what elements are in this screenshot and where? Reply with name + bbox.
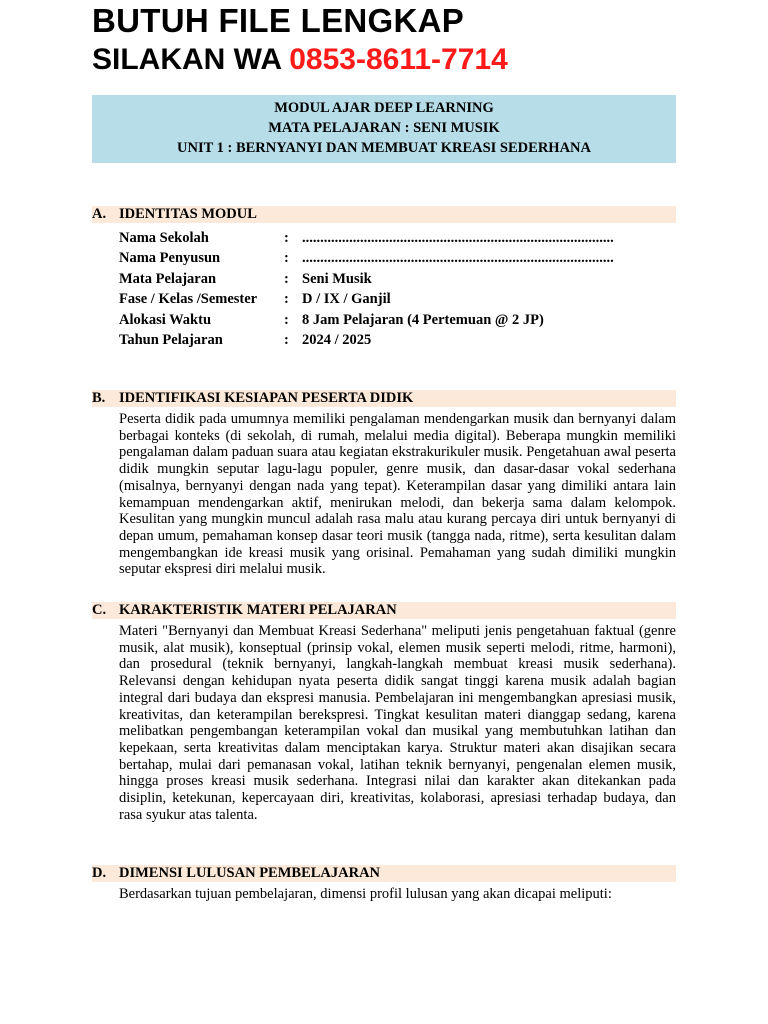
section-d-heading xyxy=(92,865,676,882)
section-b-title: IDENTIFIKASI KESIAPAN PESERTA DIDIK xyxy=(119,390,414,406)
identity-label: Mata Pelajaran xyxy=(119,270,217,287)
identity-value: D / IX / Ganjil xyxy=(302,291,391,308)
identity-colon: : xyxy=(284,250,289,267)
module-title: MODUL AJAR DEEP LEARNING xyxy=(274,100,494,116)
promo-contact xyxy=(92,40,508,80)
identity-value: 8 Jam Pelajaran (4 Pertemuan @ 2 JP) xyxy=(302,311,544,328)
module-title-box xyxy=(92,95,676,163)
section-c-letter: C. xyxy=(92,602,107,618)
identity-label: Nama Sekolah xyxy=(119,230,209,246)
section-c-paragraph: Materi "Bernyanyi dan Membuat Kreasi Sederhana" meliputi jenis pengetahuan faktual (genre musik, alat musik), konseptual (prinsip vokal, elemen musik seperti melodi, ritme, harmoni), dan prosedural (teknik bernyanyi, langkah-langkah membuat kreasi musik sederhana). Relevansi dengan kehidupan nyata peserta didik sangat tinggi karena musik adalah bagian integral dari budaya dan ekspresi manusia. Pembelajaran ini mengembangkan apresiasi musik, kreativitas, dan keterampilan berekspresi. Tingkat kesulitan materi dianggap sedang, karena melibatkan pengembangan keterampilan vokal dan musikal yang membutuhkan latihan dan kepekaan, serta kreativitas dalam menciptakan karya. Struktur materi akan disajikan secara bertahap, mulai dari pemanasan vokal, latihan teknik bernyanyi, pengenalan elemen musik, hingga proses kreasi musik sederhana. Integrasi nilai dan karakter akan ditekankan pada disiplin, ketekunan, kepercayaan diri, kreativitas, kolaborasi, apresiasi terhadap budaya, dan rasa syukur atas talenta. xyxy=(119,623,676,823)
section-d-title: DIMENSI LULUSAN PEMBELAJARAN xyxy=(119,865,381,881)
unit-title: UNIT 1 : BERNYANYI DAN MEMBUAT KREASI SEDERHANA xyxy=(177,140,591,156)
identity-value: ...................................................................................... xyxy=(302,230,614,246)
identity-value: Seni Musik xyxy=(302,270,372,287)
section-c-title: KARAKTERISTIK MATERI PELAJARAN xyxy=(119,602,397,618)
section-b-letter: B. xyxy=(92,390,106,406)
section-a-heading xyxy=(92,206,676,223)
section-b-paragraph: Peserta didik pada umumnya memiliki pengalaman mendengarkan musik dan bernyanyi dalam berbagai konteks (di sekolah, di rumah, melalui media digital). Beberapa mungkin memiliki pengalaman dalam paduan suara atau kegiatan ekstrakurikuler musik. Pengetahuan awal peserta didik mungkin seputar lagu-lagu populer, genre musik, dan dasar-dasar vokal sederhana (misalnya, bernyanyi dengan nada yang tepat). Keterampilan dasar yang dimiliki antara lain kemampuan mendengarkan aktif, menirukan melodi, dan bekerja sama dalam kelompok. Kesulitan yang mungkin muncul adalah rasa malu atau kurang percaya diri untuk bernyanyi di depan umum, pemahaman konsep dasar teori musik (tangga nada, ritme), serta kesulitan dalam mengembangkan ide kreasi musik yang orisinal. Pemahaman yang sudah dimiliki mungkin seputar ekspresi diri melalui musik. xyxy=(119,411,676,578)
section-d-paragraph: Berdasarkan tujuan pembelajaran, dimensi profil lulusan yang akan dicapai meliputi: xyxy=(119,886,612,902)
identity-colon: : xyxy=(284,230,289,246)
section-c-heading xyxy=(92,602,676,619)
identity-label: Nama Penyusun xyxy=(119,250,221,267)
promo-phone-number: 0853-8611-7714 xyxy=(289,43,508,76)
promo-contact-prefix: SILAKAN WA xyxy=(92,43,290,76)
section-a-letter: A. xyxy=(92,206,107,222)
identity-colon: : xyxy=(284,331,289,348)
section-a-title: IDENTITAS MODUL xyxy=(119,206,257,222)
identity-label: Fase / Kelas /Semester xyxy=(119,291,258,308)
identity-value: 2024 / 2025 xyxy=(302,331,372,348)
identity-colon: : xyxy=(284,291,289,308)
section-d-letter: D. xyxy=(92,865,107,881)
identity-colon: : xyxy=(284,270,289,287)
promo-headline: BUTUH FILE LENGKAP xyxy=(92,2,465,39)
section-b-heading xyxy=(92,390,676,407)
identity-label: Alokasi Waktu xyxy=(119,311,212,328)
identity-label: Tahun Pelajaran xyxy=(119,331,223,348)
promo-banner xyxy=(92,2,508,80)
identity-colon: : xyxy=(284,311,289,328)
identity-value: ...................................................................................... xyxy=(302,250,614,267)
subject-title: MATA PELAJARAN : SENI MUSIK xyxy=(268,120,500,136)
